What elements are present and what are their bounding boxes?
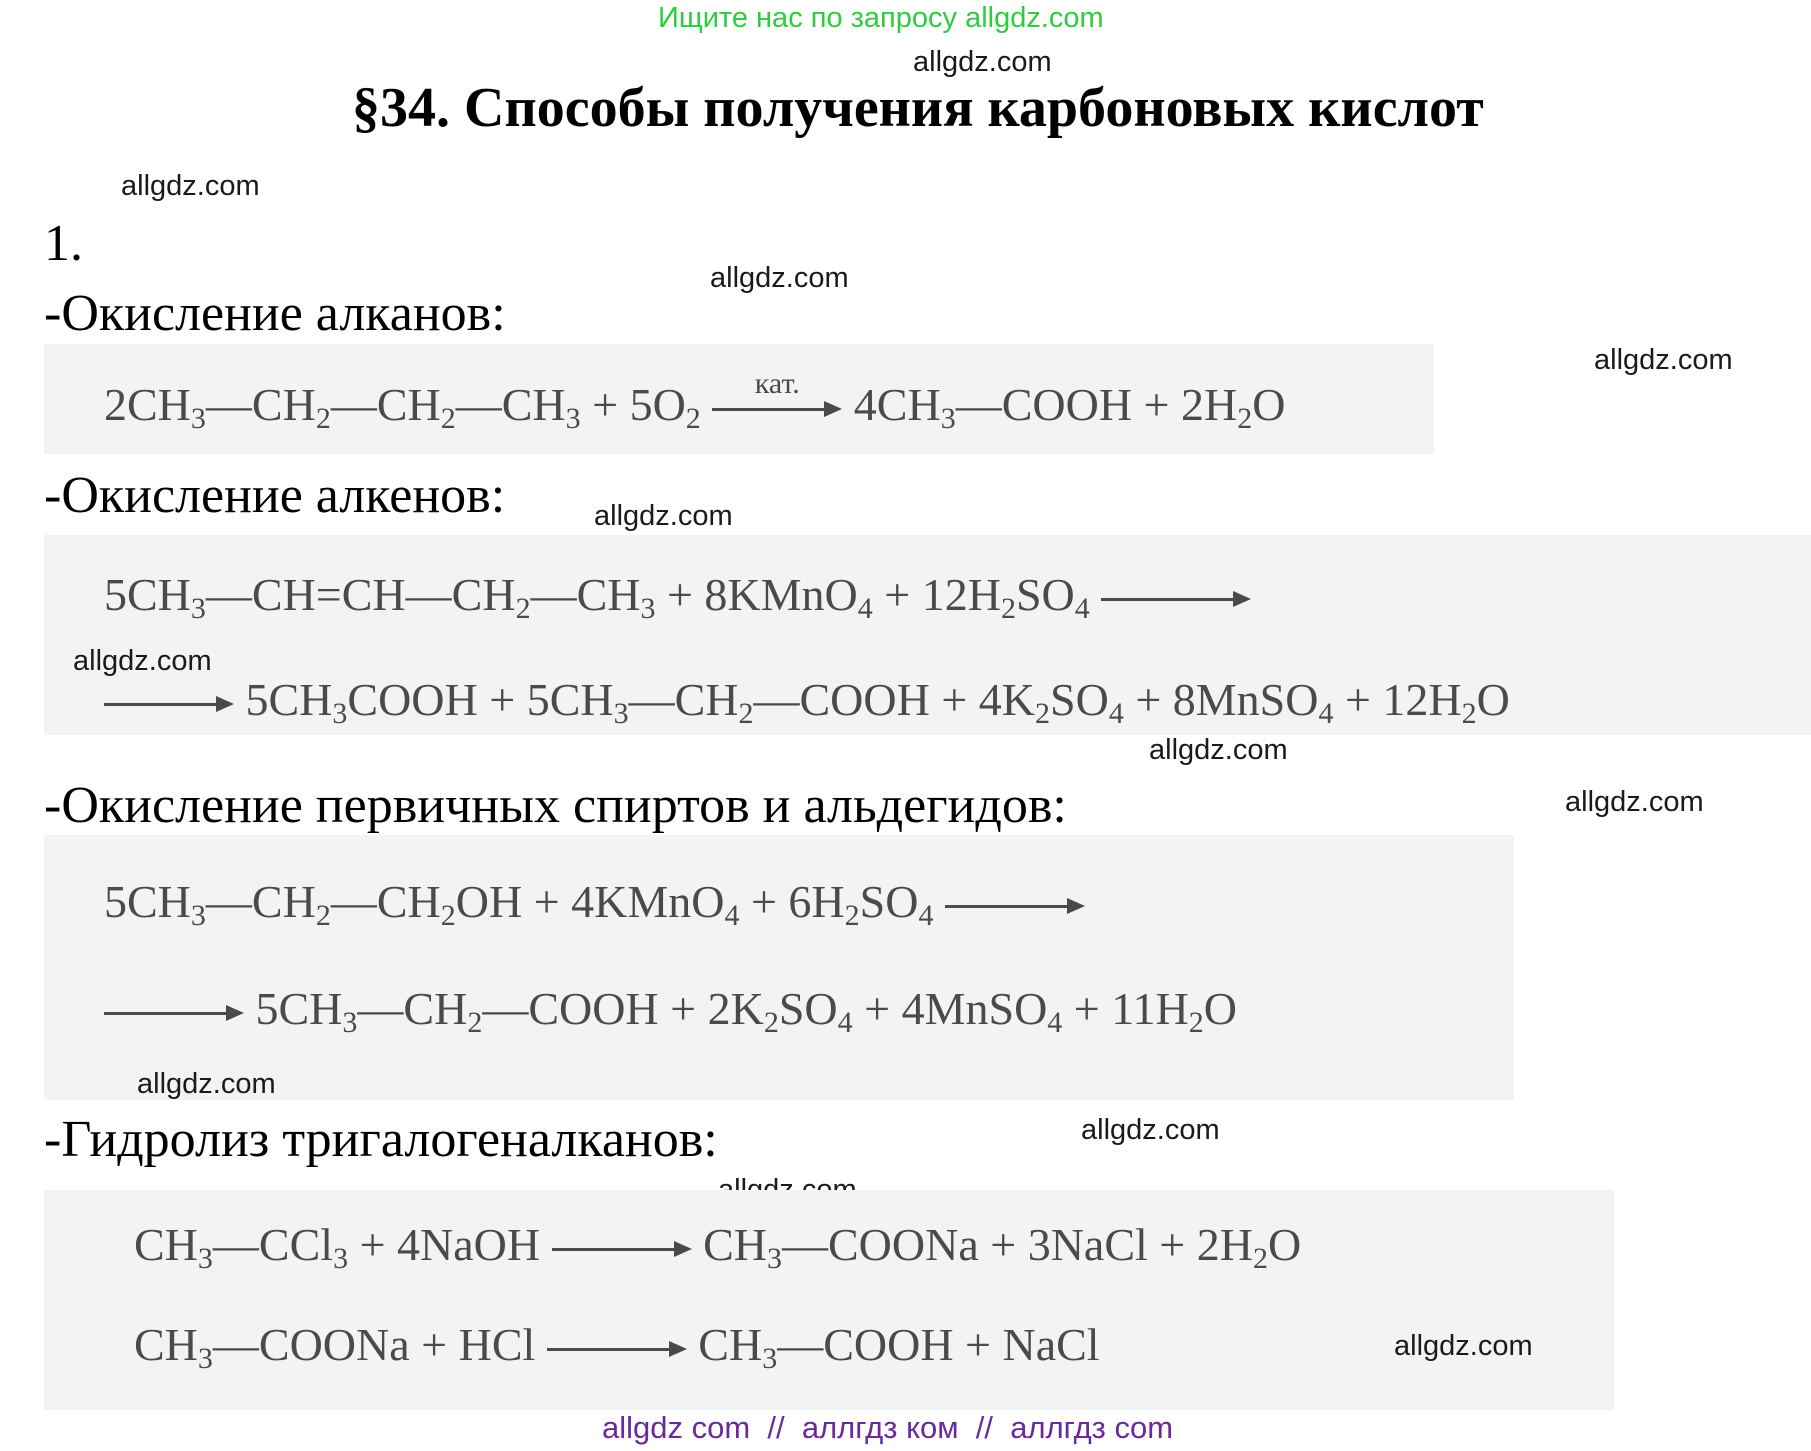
watermark: allgdz.com xyxy=(137,1068,276,1100)
page-title: §34. Способы получения карбоновых кислот xyxy=(352,77,1484,139)
section-heading-alkenes: -Окисление алкенов: xyxy=(44,467,506,524)
equation-alkene-oxidation-line1: $5CH_3—CH=CH—CH_2—CH_3$ + 8KMnO$_4$ + $12H_2SO_4$ xyxy=(104,568,1251,621)
reaction-arrow xyxy=(104,684,234,724)
watermark: allgdz.com xyxy=(1565,786,1704,818)
equation-alcohol-oxidation-line2: $5CH_3—CH_2—COOH + 2K_2SO_4$ + 4MnSO$_4$ + $11H_2O$ xyxy=(104,982,1237,1035)
watermark: allgdz.com xyxy=(913,46,1052,78)
watermark: allgdz.com xyxy=(121,170,260,202)
watermark: allgdz.com xyxy=(73,645,212,677)
reaction-arrow xyxy=(547,1329,687,1369)
watermark: allgdz.com xyxy=(1394,1330,1533,1362)
watermark: allgdz.com xyxy=(710,262,849,294)
watermark: allgdz.com xyxy=(594,500,733,532)
equation-alkane-oxidation: $2CH_3—CH_2—CH_2—CH_3 + 5O_2$ кат. $4CH_3—COOH + 2H_2O$ xyxy=(104,367,1286,435)
top-banner-link[interactable]: Ищите нас по запросу allgdz.com xyxy=(658,2,1104,34)
watermark: allgdz.com xyxy=(1081,1114,1220,1146)
reaction-arrow xyxy=(1101,579,1251,619)
item-number: 1. xyxy=(44,215,83,272)
reaction-arrow xyxy=(552,1229,692,1269)
watermark: allgdz.com xyxy=(1594,344,1733,376)
reaction-arrow xyxy=(945,886,1085,926)
section-heading-alkanes: -Окисление алканов: xyxy=(44,285,506,342)
arrow-condition-label: кат. xyxy=(754,367,800,401)
equation-alcohol-oxidation-line1: $5CH_3—CH_2—CH_2OH$ + 4KMnO$_4$ + $6H_2SO_4$ xyxy=(104,875,1085,928)
equation-trichloroalkane-hydrolysis: $CH_3—CCl_3$ + 4NaOH $CH_3—COONa$ + 3NaCl + $2H_2O$ xyxy=(134,1219,1302,1275)
reaction-arrow xyxy=(712,367,842,429)
section-heading-hydrolysis: -Гидролиз тригалогеналканов: xyxy=(44,1111,718,1168)
watermark: allgdz.com xyxy=(1149,734,1288,766)
equation-alkene-oxidation-line2: $5CH_3COOH$ + $5CH_3—CH_2—COOH + 4K_2SO_4$ + 8MnSO$_4$ + $12H_2O$ xyxy=(104,673,1510,726)
bottom-banner-link[interactable]: allgdz com // аллгдз ком // аллгдз com xyxy=(602,1410,1174,1445)
equation-acidification: $CH_3—COONa$ + HCl $CH_3—COOH$ + NaCl xyxy=(134,1319,1100,1375)
reaction-arrow xyxy=(104,993,244,1033)
section-heading-alcohols: -Окисление первичных спиртов и альдегидов: xyxy=(44,777,1067,834)
